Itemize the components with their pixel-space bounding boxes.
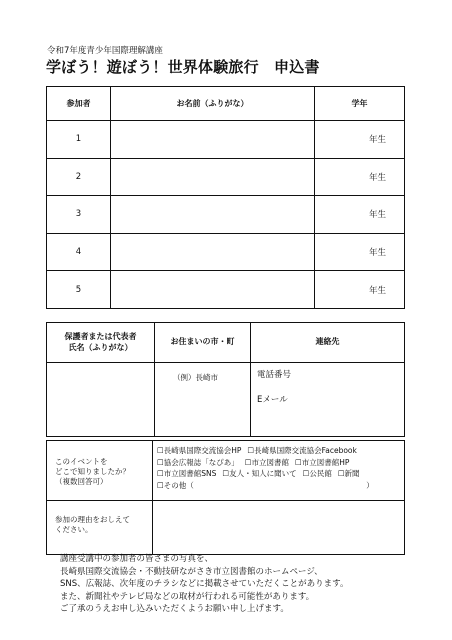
header-contact: 連絡先 (251, 323, 405, 363)
email-label: Eメール (257, 394, 288, 405)
option-checkbox[interactable]: ☐友人・知人に聞いて (222, 469, 297, 479)
participants-header-row (47, 87, 405, 121)
participant-name-field[interactable] (111, 196, 315, 234)
event-subtitle: 令和7年度青少年国際理解講座 (47, 46, 163, 56)
city-field[interactable] (155, 363, 251, 437)
table-row (47, 271, 405, 309)
option-checkbox[interactable]: ☐長崎県国際交流協会HP (157, 446, 242, 455)
source-options (153, 441, 405, 501)
participant-number: 4 (47, 233, 111, 271)
guardian-input-row (47, 363, 405, 437)
reason-question (47, 501, 153, 555)
notice-line: 長崎県国際交流協会・不動技研ながさき市立図書館のホームページ、 (60, 566, 323, 577)
participant-name-field[interactable] (111, 233, 315, 271)
table-row (47, 121, 405, 159)
participant-number: 3 (47, 196, 111, 234)
phone-label: 電話番号 (257, 370, 292, 380)
header-guardian-name (47, 323, 155, 363)
source-question (47, 441, 153, 501)
reason-question-line2: ください。 (55, 524, 93, 534)
header-city: お住まいの市・町 (155, 323, 251, 363)
option-checkbox[interactable]: ☐市立図書館SNS (157, 469, 217, 479)
participant-grade-field[interactable]: 年生 (315, 196, 405, 234)
header-name: お名前（ふりがな） (111, 87, 315, 121)
participant-number: 5 (47, 271, 111, 309)
table-row (47, 196, 405, 234)
option-checkbox-other[interactable]: ☐その他（ ） (157, 480, 374, 490)
option-checkbox[interactable]: ☐市立図書館HP (294, 457, 350, 467)
survey-reason-row (47, 501, 405, 555)
participant-number: 2 (47, 158, 111, 196)
header-guardian-line2: 氏名（ふりがな） (68, 342, 133, 352)
guardian-table (46, 322, 405, 437)
source-question-line3: （複数回答可） (55, 476, 108, 486)
participant-name-field[interactable] (111, 121, 315, 159)
notice-line: SNS、広報誌、次年度のチラシなどに掲載させていただくことがあります。 (60, 579, 349, 590)
table-row (47, 233, 405, 271)
participant-name-field[interactable] (111, 158, 315, 196)
participant-number: 1 (47, 121, 111, 159)
guardian-header-row (47, 323, 405, 363)
notice-line: ご了承のうえお申し込みいただくようお願い申し上げます。 (60, 604, 289, 615)
options-line (157, 457, 404, 469)
notice-line: 講座受講中の参加者の皆さまの写真を、 (60, 554, 214, 564)
participant-grade-field[interactable]: 年生 (315, 271, 405, 309)
option-checkbox[interactable]: ☐公民館 (302, 469, 332, 479)
table-row (47, 158, 405, 196)
city-example: （例）長崎市 (173, 373, 218, 382)
option-checkbox[interactable]: ☐市立図書館 (244, 457, 289, 467)
notice-line: また、新聞社やテレビ局などの取材が行われる可能性があります。 (60, 591, 315, 602)
option-checkbox[interactable]: ☐協会広報誌「なぴあ」 (157, 457, 239, 467)
source-question-line2: どこで知りましたか？ (55, 466, 130, 476)
options-line (157, 480, 404, 492)
photo-notice (60, 553, 348, 616)
participant-grade-field[interactable]: 年生 (315, 121, 405, 159)
option-checkbox[interactable]: ☐新聞 (337, 469, 360, 479)
option-checkbox[interactable]: ☐長崎県国際交流協会Facebook (247, 446, 357, 455)
options-line (157, 445, 404, 457)
survey-table (46, 440, 405, 555)
reason-field[interactable] (153, 501, 405, 555)
survey-source-row (47, 441, 405, 501)
participant-name-field[interactable] (111, 271, 315, 309)
source-question-line1: このイベントを (55, 457, 108, 466)
header-participant: 参加者 (47, 87, 111, 121)
contact-field[interactable] (251, 363, 405, 437)
header-grade: 学年 (315, 87, 405, 121)
options-line (157, 468, 404, 480)
participant-grade-field[interactable]: 年生 (315, 158, 405, 196)
participant-grade-field[interactable]: 年生 (315, 233, 405, 271)
header-guardian-line1: 保護者または代表者 (64, 331, 137, 341)
guardian-name-field[interactable] (47, 363, 155, 437)
participants-table (46, 86, 405, 309)
reason-question-line1: 参加の理由をおしえて (55, 515, 130, 524)
form-title: 学ぼう！遊ぼう！世界体験旅行 申込書 (46, 58, 320, 76)
